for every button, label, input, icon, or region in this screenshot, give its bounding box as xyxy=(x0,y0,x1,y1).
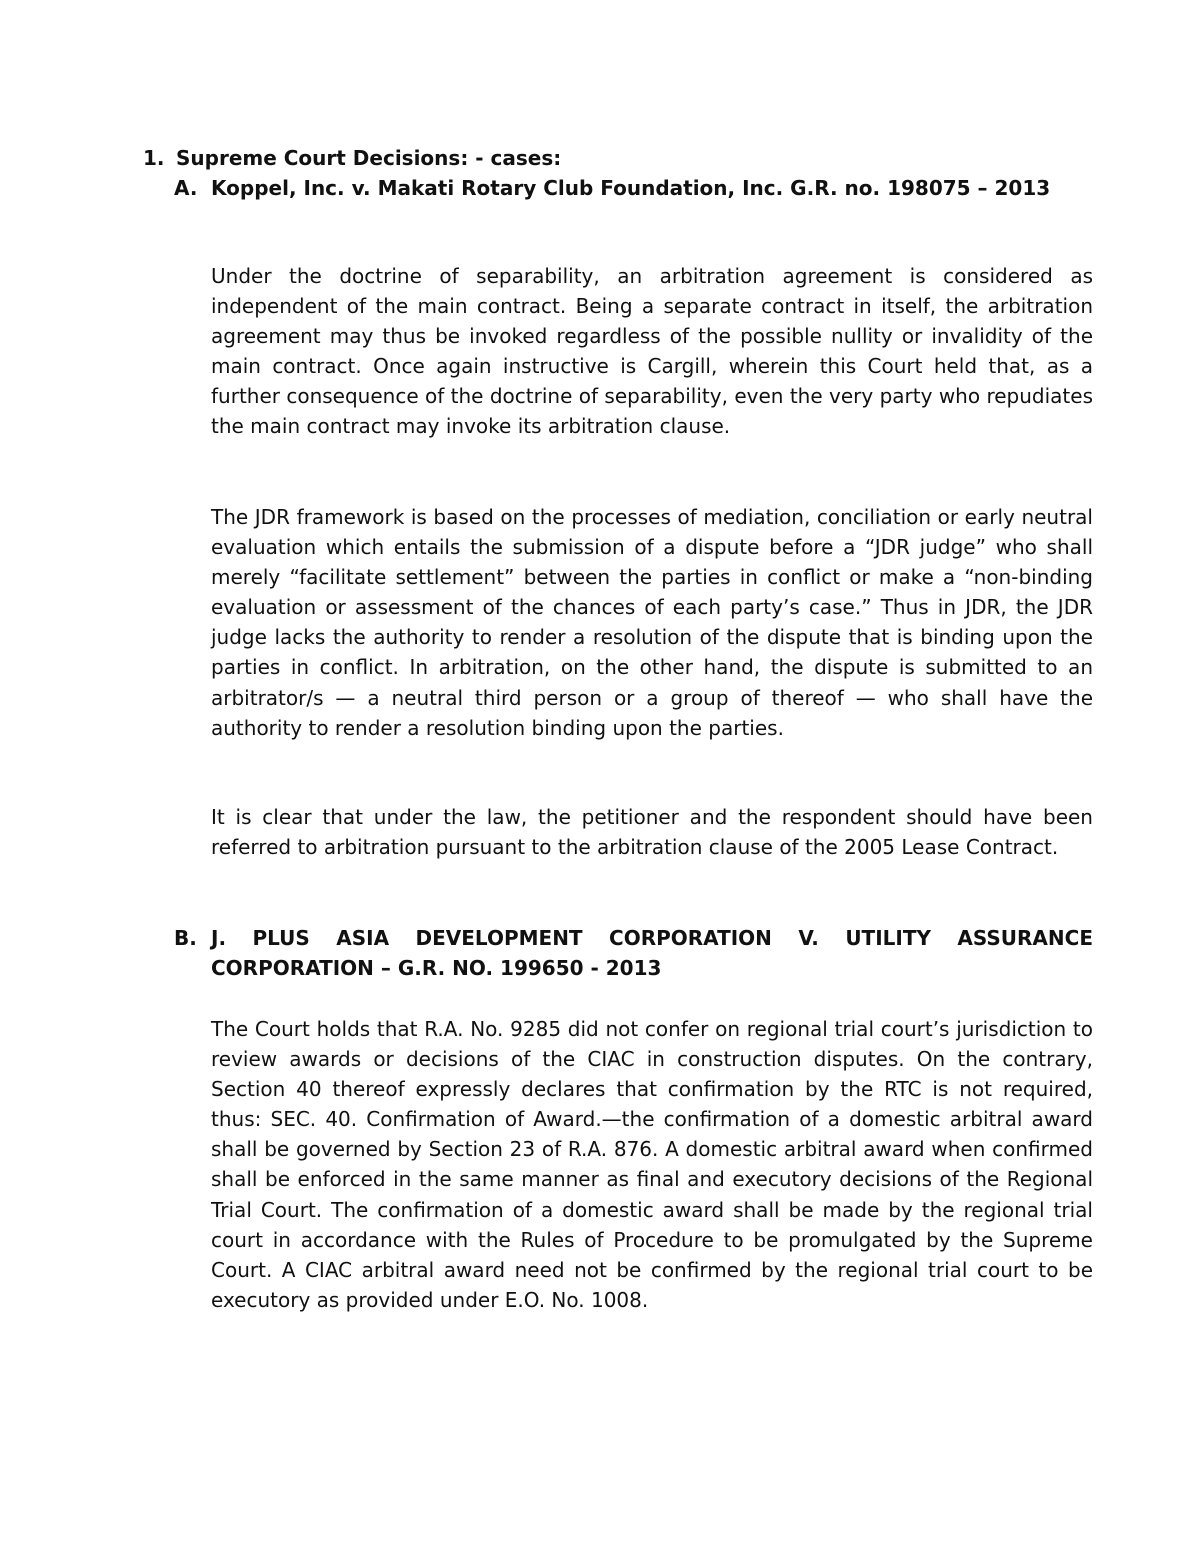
case-b-letter: B. xyxy=(174,926,197,950)
case-a-title: Koppel, Inc. v. Makati Rotary Club Foundation, Inc. G.R. no. 198075 – 2013 xyxy=(211,176,1051,200)
case-b-title: J. PLUS ASIA DEVELOPMENT CORPORATION V. UTILITY ASSURANCE CORPORATION – G.R. NO. 199650 - 2013 xyxy=(211,926,1093,980)
section-heading: Supreme Court Decisions: - cases: xyxy=(176,146,562,170)
list-item-number: 1. xyxy=(143,146,165,170)
case-a-paragraph-2: The JDR framework is based on the processes of mediation, conciliation or early neutral evaluation which entails the submission of a dispute before a “JDR judge” who shall merely “facilitate settlement” between the parties in conflict or make a “non-binding evaluation or assessment of the chances of each party’s case.” Thus in JDR, the JDR judge lacks the authority to render a resolution of the dispute that is binding upon the parties in conflict. In arbitration, on the other hand, the dispute is submitted to an arbitrator/s — a neutral third person or a group of thereof — who shall have the authority to render a resolution binding upon the parties. xyxy=(211,505,1093,740)
case-a-paragraph-1: Under the doctrine of separability, an arbitration agreement is considered as independent of the main contract. Being a separate contract in itself, the arbitration agreement may thus be invoked regardless of the possible nullity or invalidity of the main contract. Once again instructive is Cargill, wherein this Court held that, as a further consequence of the doctrine of separability, even the very party who repudiates the main contract may invoke its arbitration clause. xyxy=(211,264,1093,439)
case-b-paragraph-1: The Court holds that R.A. No. 9285 did not confer on regional trial court’s jurisdiction to review awards or decisions of the CIAC in construction disputes. On the contrary, Section 40 thereof expressly declares that confirmation by the RTC is not required, thus: SEC. 40. Confirmation of Award.—the confirmation of a domestic arbitral award shall be governed by Section 23 of R.A. 876. A domestic arbitral award when confirmed shall be enforced in the same manner as final and executory decisions of the Regional Trial Court. The confirmation of a domestic award shall be made by the regional trial court in accordance with the Rules of Procedure to be promulgated by the Supreme Court. A CIAC arbitral award need not be confirmed by the regional trial court to be executory as provided under E.O. No. 1008. xyxy=(211,1017,1093,1312)
case-a-letter: A. xyxy=(174,176,198,200)
case-a-paragraph-3: It is clear that under the law, the petitioner and the respondent should have been referred to arbitration pursuant to the arbitration clause of the 2005 Lease Contract. xyxy=(211,805,1093,860)
